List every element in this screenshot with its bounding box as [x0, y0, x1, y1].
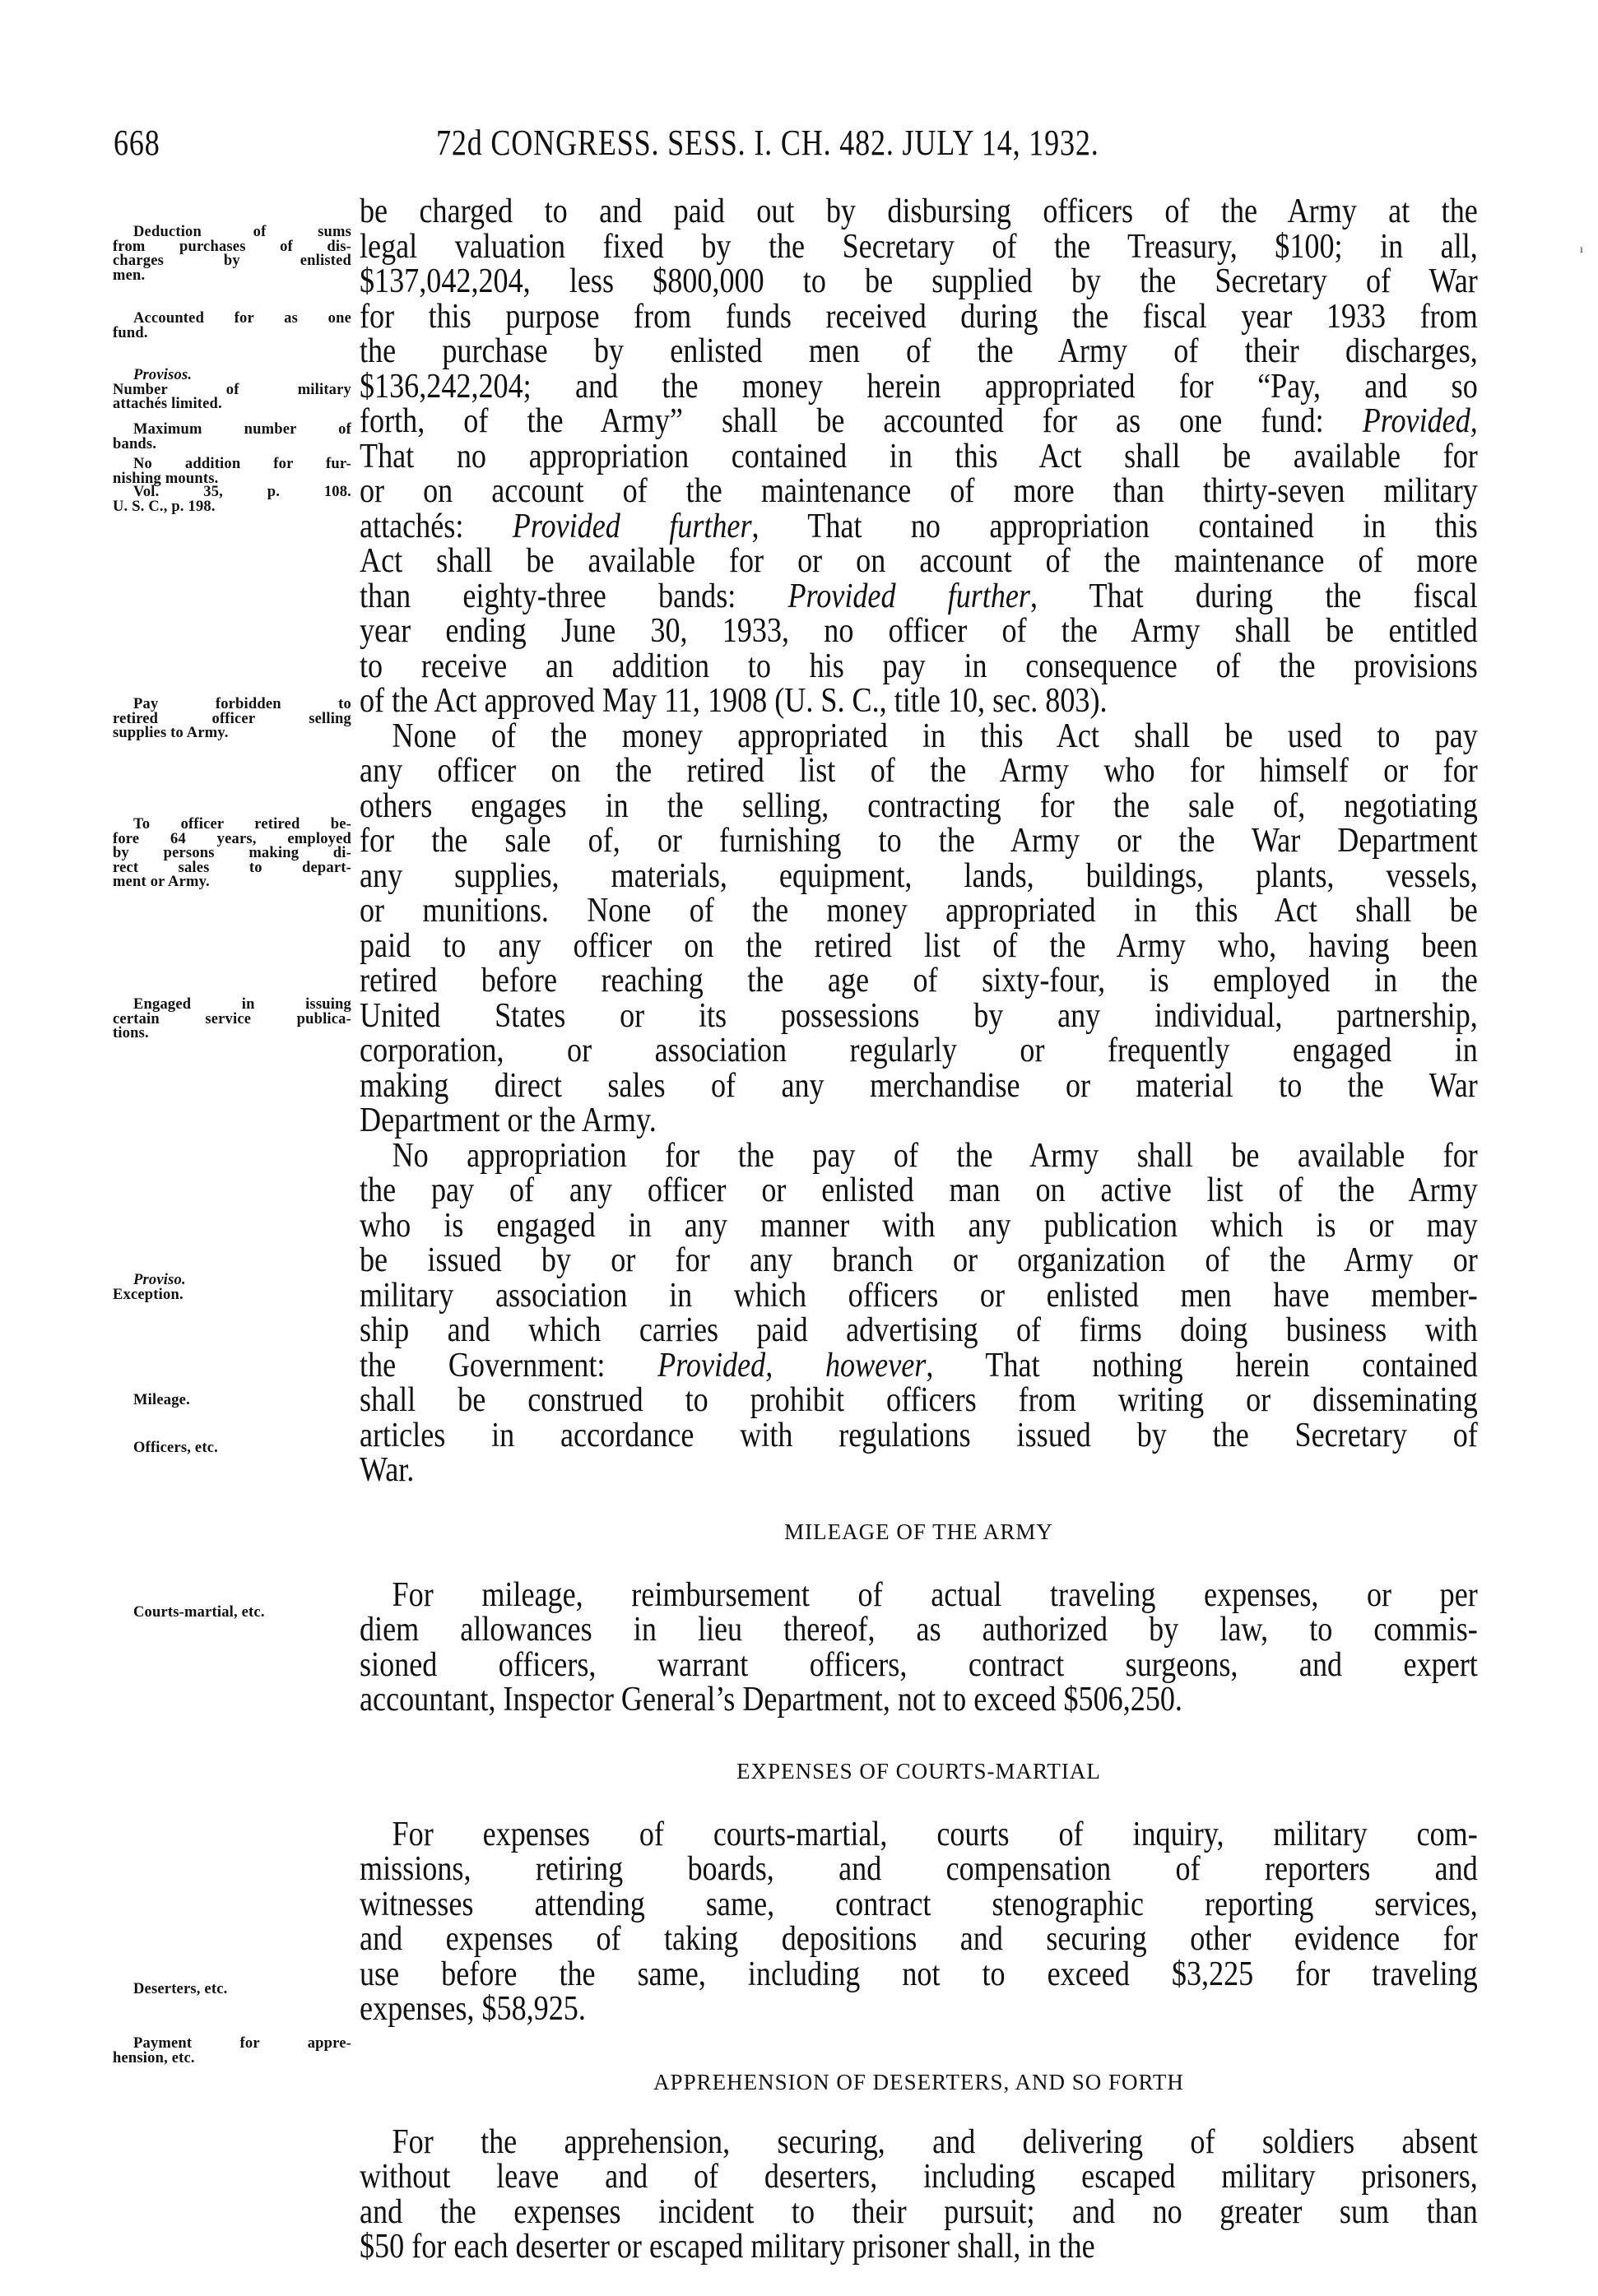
- margin-note-line: Courts-martial, etc.: [133, 1604, 265, 1621]
- paragraph-pay-continuation: [360, 194, 1478, 719]
- margin-note-courts-martial: [113, 1606, 351, 1621]
- margin-note-line: Deduction of sums: [133, 224, 351, 240]
- text-line: to receive an addition to his pay in consequence of the provisions: [360, 647, 1478, 685]
- text-line: accountant, Inspector General’s Department, not to exceed $506,250.: [360, 1681, 1182, 1719]
- text-line: Department or the Army.: [360, 1102, 657, 1139]
- margin-note-line: bands.: [113, 435, 157, 452]
- page-number: 668: [114, 123, 160, 163]
- margin-note-line: U. S. C., p. 198.: [113, 498, 216, 515]
- margin-note-mileage: [113, 1394, 351, 1408]
- margin-note-proviso-exception: [113, 1273, 351, 1302]
- text-line: and expenses of taking depositions and securing other evidence for: [360, 1920, 1478, 1958]
- margin-note-line: fore 64 years, employed: [113, 830, 351, 847]
- margin-note-line: men.: [113, 267, 146, 284]
- text-line: War.: [360, 1451, 415, 1489]
- text-line: military association in which officers or enlisted men have member-: [360, 1276, 1478, 1315]
- margin-note-line: Exception.: [113, 1286, 183, 1303]
- margin-note-line: Mileage.: [133, 1392, 190, 1408]
- paragraph-retired-officers: [360, 719, 1478, 1139]
- margin-note-line: certain service publica-: [113, 1010, 351, 1027]
- text-line: ship and which carries paid advertising of firms doing business with: [360, 1311, 1478, 1349]
- margin-note-line: supplies to Army.: [113, 725, 229, 741]
- margin-note-pay-forbidden: [113, 698, 351, 741]
- section-heading-courts-martial: EXPENSES OF COURTS-MARTIAL: [736, 1758, 1101, 1783]
- margin-note-line: Engaged in issuing: [133, 996, 351, 1013]
- paragraph-publications: [360, 1136, 1478, 1489]
- paragraph-mileage: [360, 1575, 1478, 1719]
- margin-note-line: from purchases of dis-: [113, 238, 351, 255]
- margin-note-line: Maximum number of: [133, 421, 351, 438]
- text-line: $136,242,204; and the money herein appropriated for “Pay, and so: [360, 367, 1478, 406]
- margin-note-vol35: [113, 485, 351, 514]
- margin-note-line: Vol. 35, p. 108.: [133, 484, 351, 500]
- text-line: be charged to and paid out by disbursing officers of the Army at the: [360, 192, 1478, 230]
- text-line: the Government: Provided, however, That nothing herein contained: [360, 1346, 1478, 1385]
- margin-note-line: No addition for fur-: [133, 456, 351, 472]
- margin-note-line: charges by enlisted: [113, 253, 351, 269]
- running-head: 72d CONGRESS. SESS. I. CH. 482. JULY 14, 1932.: [436, 123, 1099, 163]
- text-line: for the sale of, or furnishing to the Army or the War Department: [360, 822, 1478, 860]
- margin-note-line: fund.: [113, 324, 148, 341]
- margin-note-bands: [113, 423, 351, 452]
- text-line: or munitions. None of the money appropriated in this Act shall be: [360, 892, 1478, 930]
- margin-note-retired-before-64: [113, 818, 351, 890]
- text-line: witnesses attending same, contract stenographic reporting services,: [360, 1885, 1478, 1923]
- text-line: That no appropriation contained in this Act shall be available for: [360, 437, 1478, 475]
- text-line: for this purpose from funds received during the fiscal year 1933 from: [360, 297, 1478, 336]
- text-line: year ending June 30, 1933, no officer of the Army shall be entitled: [360, 612, 1478, 650]
- margin-note-deserters: [113, 1983, 351, 1997]
- text-line: the pay of any officer or enlisted man on active list of the Army: [360, 1171, 1478, 1209]
- margin-note-line: Provisos.: [133, 367, 193, 383]
- text-line: paid to any officer on the retired list of the Army who, having been: [360, 926, 1478, 965]
- text-line: forth, of the Army” shall be accounted for as one fund: Provided,: [360, 402, 1478, 440]
- text-line: None of the money appropriated in this Act shall be used to pay: [392, 717, 1478, 755]
- text-line: retired before reaching the age of sixty-four, is employed in the: [360, 962, 1478, 1000]
- text-line: making direct sales of any merchandise or material to the War: [360, 1066, 1478, 1105]
- main-text: [360, 194, 1478, 2265]
- text-line: United States or its possessions by any individual, partnership,: [360, 996, 1478, 1035]
- text-line: corporation, or association regularly or frequently engaged in: [360, 1032, 1478, 1069]
- margin-note-officers: [113, 1441, 351, 1456]
- text-line: $50 for each deserter or escaped military prisoner shall, in the: [360, 2228, 1095, 2266]
- margin-note-line: Pay forbidden to: [133, 696, 351, 712]
- paragraph-deserters: [360, 2122, 1478, 2266]
- text-line: of the Act approved May 11, 1908 (U. S. C., title 10, sec. 803).: [360, 682, 1108, 720]
- margin-note-line: tions.: [113, 1025, 149, 1041]
- text-line: use before the same, including not to exceed $3,225 for traveling: [360, 1955, 1478, 1993]
- margin-note-line: ment or Army.: [113, 874, 210, 890]
- text-line: others engages in the selling, contracting for the sale of, negotiating: [360, 786, 1478, 825]
- section-heading-mileage: MILEAGE OF THE ARMY: [784, 1519, 1053, 1544]
- text-line: $137,042,204, less $800,000 to be supplied by the Secretary of War: [360, 262, 1478, 300]
- text-line: For the apprehension, securing, and delivering of soldiers absent: [392, 2122, 1478, 2161]
- text-line: legal valuation fixed by the Secretary of the Treasury, $100; in all,: [360, 227, 1478, 266]
- text-line: diem allowances in lieu thereof, as authorized by law, to commis-: [360, 1611, 1478, 1649]
- margin-note-line: by persons making di-: [113, 845, 351, 861]
- text-line: shall be construed to prohibit officers from writing or disseminating: [360, 1381, 1478, 1419]
- margin-note-line: Proviso.: [133, 1272, 186, 1288]
- text-line: No appropriation for the pay of the Army shall be available for: [392, 1136, 1478, 1175]
- section-heading-deserters: APPREHENSION OF DESERTERS, AND SO FORTH: [653, 2069, 1184, 2094]
- margin-note-line: Deserters, etc.: [133, 1981, 228, 1997]
- margin-note-line: rect sales to depart-: [113, 859, 351, 876]
- scan-artifact: ı: [1580, 244, 1583, 256]
- text-line: who is engaged in any manner with any publication which is or may: [360, 1206, 1478, 1245]
- paragraph-courts-martial: [360, 1817, 1478, 2027]
- text-line: be issued by or for any branch or organization of the Army or: [360, 1241, 1478, 1279]
- text-line: expenses, $58,925.: [360, 1990, 586, 2028]
- margin-note-line: Officers, etc.: [133, 1440, 218, 1456]
- margin-note-line: Number of military: [113, 381, 351, 398]
- margin-note-line: nishing mounts.: [113, 470, 219, 487]
- text-line: For mileage, reimbursement of actual traveling expenses, or per: [392, 1575, 1478, 1614]
- margin-note-line: hension, etc.: [113, 2049, 195, 2066]
- text-line: any supplies, materials, equipment, lands, buildings, plants, vessels,: [360, 856, 1478, 895]
- margin-note-line: attachés limited.: [113, 396, 222, 412]
- text-line: or on account of the maintenance of more than thirty-seven military: [360, 472, 1478, 510]
- page-header: [0, 122, 1598, 171]
- margin-note-provisos: [113, 369, 351, 412]
- text-line: For expenses of courts-martial, courts of inquiry, military com-: [392, 1815, 1478, 1853]
- text-line: without leave and of deserters, including escaped military prisoners,: [360, 2158, 1478, 2196]
- text-line: missions, retiring boards, and compensation of reporters and: [360, 1850, 1478, 1888]
- margin-note-line: Payment for appre-: [133, 2035, 351, 2052]
- margin-note-publications: [113, 998, 351, 1041]
- text-line: than eighty-three bands: Provided further, That during the fiscal: [360, 577, 1478, 615]
- text-line: Act shall be available for or on account of the maintenance of more: [360, 542, 1478, 580]
- text-line: articles in accordance with regulations issued by the Secretary of: [360, 1416, 1478, 1454]
- margin-note-deduction: [113, 225, 351, 283]
- margin-note-mounts: [113, 457, 351, 486]
- text-line: the purchase by enlisted men of the Army of their discharges,: [360, 332, 1478, 370]
- margin-note-line: Accounted for as one: [133, 310, 351, 327]
- margin-note-payment-apprehension: [113, 2037, 351, 2066]
- text-line: any officer on the retired list of the Army who for himself or for: [360, 752, 1478, 790]
- margin-note-line: To officer retired be-: [133, 816, 351, 833]
- margin-note-line: retired officer selling: [113, 710, 351, 727]
- text-line: attachés: Provided further, That no appropriation contained in this: [360, 507, 1478, 545]
- margin-note-accounted: [113, 312, 351, 341]
- text-line: and the expenses incident to their pursuit; and no greater sum than: [360, 2192, 1478, 2231]
- text-line: sioned officers, warrant officers, contract surgeons, and expert: [360, 1645, 1478, 1684]
